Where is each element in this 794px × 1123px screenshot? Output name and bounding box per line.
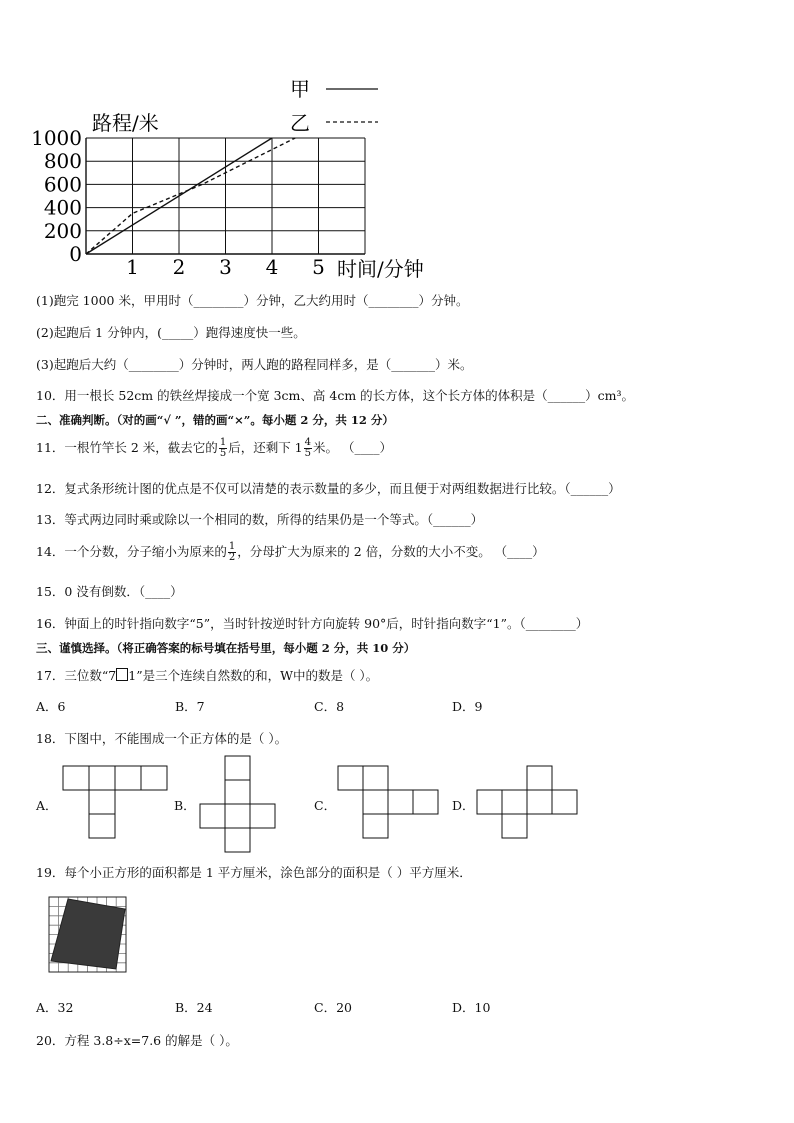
x-tick-label: 1 <box>126 255 139 279</box>
y-tick-label: 200 <box>43 218 82 243</box>
q18-label-b[interactable]: B． <box>174 798 196 813</box>
question-11 <box>36 438 392 459</box>
q11-fraction-1: $\frac{1}{5}$ <box>219 437 227 459</box>
blank-box-icon <box>116 668 128 681</box>
q17-option-b[interactable]: B．7 <box>175 699 205 714</box>
y-tick-label: 800 <box>43 149 82 174</box>
question-16: 16．钟面上的时针指向数字“5”，当时针按逆时针方向旋转 90°后，时针指向数字“1”。（________） <box>36 616 589 631</box>
q18-label-a[interactable]: A． <box>36 798 58 813</box>
y-tick-label: 600 <box>43 172 82 197</box>
q11-text-b: 后，还剩下 1 <box>228 440 303 455</box>
x-axis-label: 时间/分钟 <box>337 257 424 281</box>
q18-label-c[interactable]: C． <box>314 798 337 813</box>
y-axis-label: 路程/米 <box>92 111 159 135</box>
question-20: 20．方程 3.8÷x=7.6 的解是（ ）。 <box>36 1033 238 1048</box>
chart-series <box>86 138 295 254</box>
shaded-square-figure <box>46 894 130 976</box>
q19-option-a[interactable]: A．32 <box>36 1000 74 1015</box>
cube-net-c <box>338 766 438 838</box>
q17-option-a[interactable]: A．6 <box>36 699 66 714</box>
question-19: 19．每个小正方形的面积都是 1 平方厘米，涂色部分的面积是（ ）平方厘米． <box>36 865 472 880</box>
question-10: 10．用一根长 52cm 的铁丝焊接成一个宽 3cm、高 4cm 的长方体，这个长方体的体积是（______）cm³。 <box>36 388 635 403</box>
q14-fraction: $\frac{1}{2}$ <box>228 541 236 563</box>
chart-ticks <box>31 126 325 279</box>
x-tick-label: 3 <box>219 255 232 279</box>
series-line-yi <box>86 138 295 254</box>
q9-part2: (2)起跑后 1 分钟内，(_____）跑得速度快一些。 <box>36 325 306 340</box>
section-3-heading: 三、谨慎选择。（将正确答案的标号填在括号里，每小题 2 分，共 10 分） <box>36 641 416 655</box>
y-tick-label: 0 <box>69 242 82 266</box>
q14-text-b: ，分母扩大为原来的 2 倍，分数的大小不变。 （____） <box>237 544 545 559</box>
question-14 <box>36 542 545 563</box>
q17-text-b: 1”是三个连续自然数的和，W中的数是（ ）。 <box>128 668 379 683</box>
section-2-heading: 二、准确判断。（对的画“√ ”，错的画“×”。每小题 2 分，共 12 分） <box>36 413 394 427</box>
x-tick-label: 5 <box>312 255 325 279</box>
q11-fraction-2: $\frac{4}{5}$ <box>304 437 311 459</box>
question-15: 15．0 没有倒数．（____） <box>36 584 183 599</box>
distance-time-chart <box>0 0 794 290</box>
chart-grid <box>86 138 365 254</box>
legend-label-jia: 甲 <box>290 77 310 101</box>
question-17 <box>36 666 378 684</box>
question-12: 12．复式条形统计图的优点是不仅可以清楚的表示数量的多少，而且便于对两组数据进行比较。（______） <box>36 481 621 496</box>
question-18: 18．下图中，不能围成一个正方体的是（ ）。 <box>36 731 288 746</box>
question-13: 13．等式两边同时乘或除以一个相同的数，所得的结果仍是一个等式。（______） <box>36 512 484 527</box>
x-tick-label: 4 <box>265 255 279 279</box>
q17-option-d[interactable]: D．9 <box>452 699 483 714</box>
cube-nets <box>0 750 794 860</box>
q11-text-c: 米。 （____） <box>313 440 392 455</box>
q19-option-c[interactable]: C．20 <box>314 1000 352 1015</box>
y-tick-label: 400 <box>43 195 82 220</box>
legend-label-yi: 乙 <box>290 111 310 135</box>
y-tick-label: 1000 <box>31 126 82 150</box>
q18-label-d[interactable]: D． <box>452 798 475 813</box>
q9-part3: (3)起跑后大约（________）分钟时，两人跑的路程同样多，是（_______）米。 <box>36 357 473 372</box>
q11-text-a: 11．一根竹竿长 2 米，截去它的 <box>36 440 218 455</box>
cube-net-b <box>200 756 275 852</box>
q17-text-a: 17．三位数“7 <box>36 668 117 683</box>
q19-option-d[interactable]: D．10 <box>452 1000 491 1015</box>
x-tick-label: 2 <box>172 255 186 279</box>
cube-net-a <box>63 766 167 838</box>
q17-option-c[interactable]: C．8 <box>314 699 345 714</box>
cube-net-d <box>477 766 577 838</box>
q9-part1: (1)跑完 1000 米，甲用时（________）分钟，乙大约用时（________）分钟。 <box>36 293 469 308</box>
q19-option-b[interactable]: B．24 <box>175 1000 213 1015</box>
q14-text-a: 14．一个分数，分子缩小为原来的 <box>36 544 227 559</box>
